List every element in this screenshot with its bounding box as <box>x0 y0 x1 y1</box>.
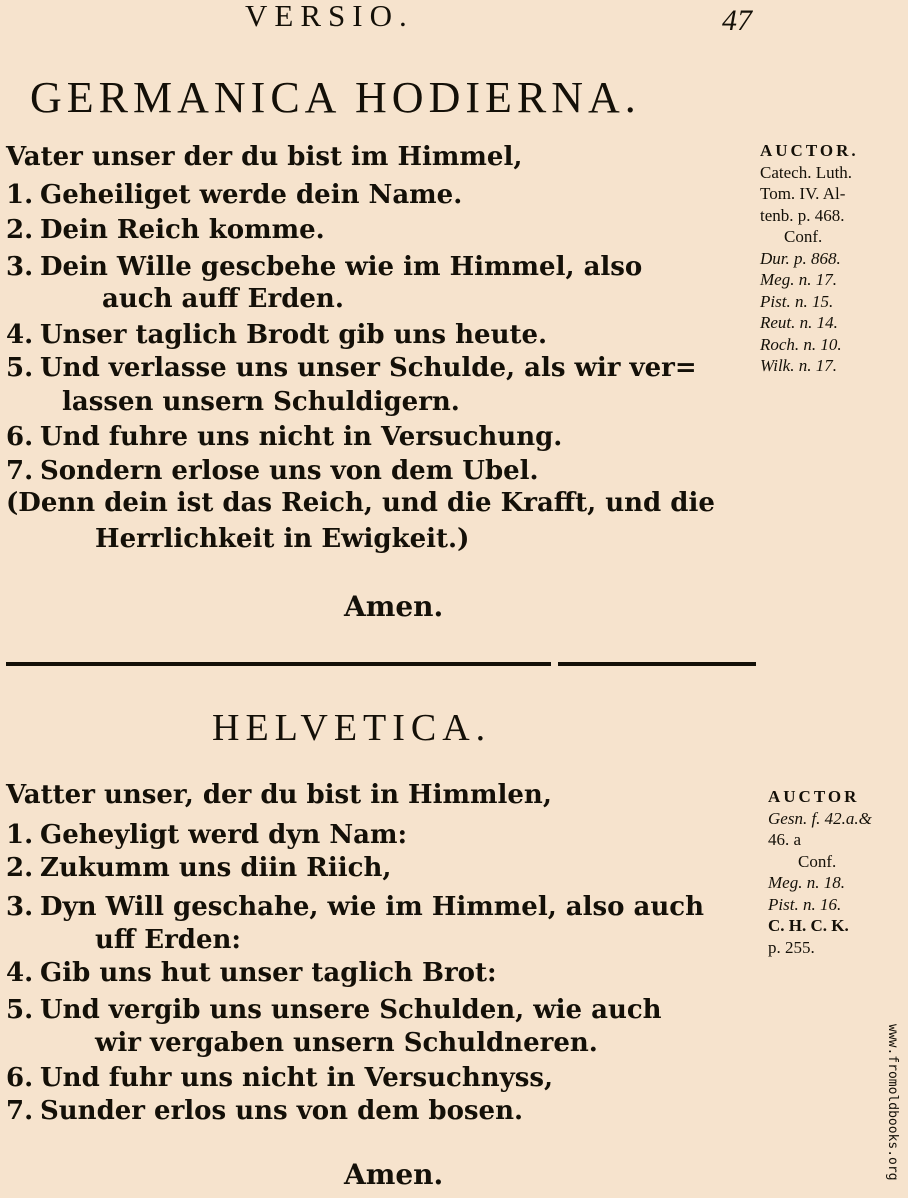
prayer-text: Dyn Will geschahe, wie im Himmel, also auch <box>40 892 705 922</box>
section-divider <box>558 662 756 666</box>
line-number: 6. <box>6 1063 34 1093</box>
prayer-text: Geheyligt werd dyn Nam: <box>40 820 408 850</box>
line-number: 4. <box>6 320 34 350</box>
sidenote-line: Pist. n. 15. <box>760 291 834 311</box>
prayer-text: Gib uns hut unser taglich Brot: <box>40 958 497 988</box>
sidenote-line: Meg. n. 17. <box>760 270 837 289</box>
prayer-text: Sondern erlose uns von dem Ubel. <box>40 456 539 486</box>
line-number: 2. <box>6 853 34 883</box>
sidenote-line: Gesn. f. 42.a.& <box>768 808 872 828</box>
sidenote-heading: AUCTOR <box>768 787 860 806</box>
prayer-line <box>6 215 325 245</box>
prayer-line: Vatter unser, der du bist in Himmlen, <box>6 780 552 810</box>
line-number: 1. <box>6 180 34 210</box>
line-number: 5. <box>6 995 34 1025</box>
prayer-line <box>6 422 562 452</box>
line-number: 2. <box>6 215 34 245</box>
sidenote-line: Meg. n. 18. <box>768 873 845 892</box>
sidenote-line: Pist. n. 16. <box>768 894 842 914</box>
section-title-germanica: GERMANICA HODIERNA. <box>30 73 641 122</box>
sidenote-line: Reut. n. 14. <box>760 313 838 332</box>
sidenote-line: C. H. C. K. <box>768 916 849 935</box>
running-head: VERSIO. <box>245 0 414 33</box>
prayer-text: Und fuhr uns nicht in Versuchnyss, <box>40 1063 554 1093</box>
line-number: 7. <box>6 456 34 486</box>
sidenote-helvetica <box>768 786 872 958</box>
prayer-text: Dein Wille gescbehe wie im Himmel, also <box>40 252 643 282</box>
prayer-line <box>6 958 497 988</box>
prayer-line <box>6 353 697 383</box>
page-number: 47 <box>722 4 752 37</box>
prayer-text: Sunder erlos uns von dem bosen. <box>40 1096 524 1126</box>
sidenote-line: Conf. <box>784 227 823 246</box>
sidenote-line: Catech. Luth. <box>760 162 853 182</box>
line-number: 7. <box>6 1096 34 1126</box>
watermark: www.fromoldbooks.org <box>885 1024 900 1181</box>
prayer-text: Und fuhre uns nicht in Versuchung. <box>40 422 563 452</box>
amen: Amen. <box>344 1158 444 1191</box>
prayer-text: Und verlasse uns unser Schulde, als wir ver= <box>40 353 697 383</box>
sidenote-line: Dur. p. 868. <box>760 248 841 268</box>
sidenote-line: 46. a <box>768 830 802 849</box>
prayer-text: Unser taglich Brodt gib uns heute. <box>40 320 548 350</box>
line-number: 3. <box>6 252 34 282</box>
line-number: 4. <box>6 958 34 988</box>
prayer-line <box>6 853 391 883</box>
amen: Amen. <box>344 590 444 623</box>
sidenote-line: tenb. p. 468. <box>760 205 845 225</box>
section-divider <box>6 662 551 666</box>
sidenote-germanica <box>760 140 859 377</box>
sidenote-line: Roch. n. 10. <box>760 334 842 354</box>
prayer-text: Dein Reich komme. <box>40 215 325 245</box>
prayer-line <box>6 820 407 850</box>
prayer-line <box>6 252 642 282</box>
prayer-line-continued: wir vergaben unsern Schuldneren. <box>95 1028 598 1058</box>
sidenote-line: p. 255. <box>768 937 815 957</box>
sidenote-line: Conf. <box>798 851 837 871</box>
prayer-line <box>6 995 662 1025</box>
line-number: 1. <box>6 820 34 850</box>
prayer-line <box>6 892 704 922</box>
doxology-line: (Denn dein ist das Reich, und die Krafft, und die <box>6 488 715 518</box>
line-number: 3. <box>6 892 34 922</box>
prayer-line: Vater unser der du bist im Himmel, <box>6 142 523 172</box>
sidenote-line: Tom. IV. Al- <box>760 184 846 203</box>
prayer-text: Zukumm uns diin Riich, <box>40 853 392 883</box>
prayer-line <box>6 1096 523 1126</box>
prayer-line-continued: uff Erden: <box>95 925 242 955</box>
line-number: 5. <box>6 353 34 383</box>
sidenote-line: Wilk. n. 17. <box>760 356 837 375</box>
prayer-line <box>6 320 547 350</box>
sidenote-heading: AUCTOR. <box>760 141 859 160</box>
doxology-line-continued: Herrlichkeit in Ewigkeit.) <box>95 524 470 554</box>
prayer-line <box>6 456 539 486</box>
prayer-text: Und vergib uns unsere Schulden, wie auch <box>40 995 662 1025</box>
prayer-line-continued: auch auff Erden. <box>102 284 344 314</box>
prayer-line <box>6 1063 553 1093</box>
prayer-text: Geheiliget werde dein Name. <box>40 180 463 210</box>
prayer-line <box>6 180 462 210</box>
section-title-helvetica: HELVETICA. <box>212 707 492 749</box>
prayer-line-continued: lassen unsern Schuldigern. <box>62 387 460 417</box>
line-number: 6. <box>6 422 34 452</box>
